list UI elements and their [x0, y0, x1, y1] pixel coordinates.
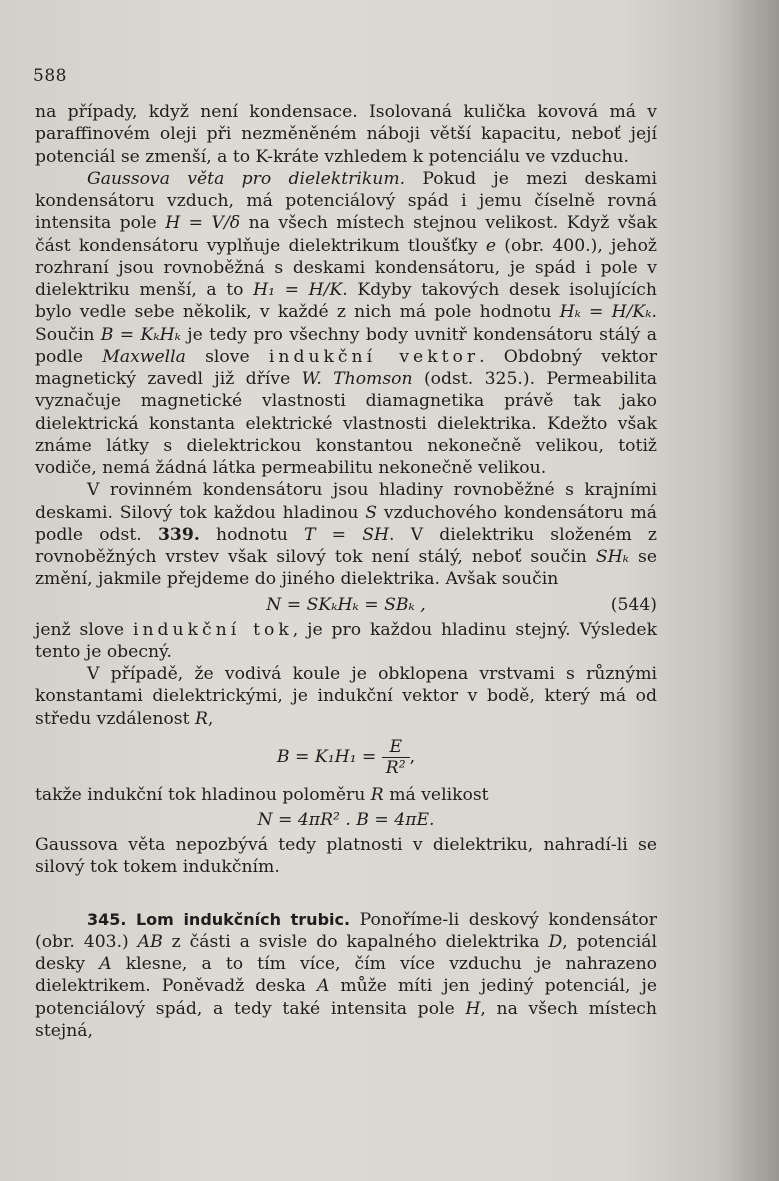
run: . Obdobný vektor magnetický zavedl již dříve	[35, 346, 657, 389]
run: . Kdyby takových desek isolujících bylo vedle sebe několik, v každé z nich má pole hodnotu	[35, 280, 657, 323]
run: z části a svisle do kapalného dielektrika	[162, 931, 549, 952]
paragraph-flux-size	[35, 784, 657, 806]
run: ,	[207, 708, 214, 729]
run: , na všech místech stejná,	[35, 998, 657, 1041]
run: , potenciál desky	[35, 931, 658, 974]
equation-flux	[35, 806, 657, 834]
run: na všech místech stejnou velikost. Když však část kondensátoru vyplňuje dielektrikum tloušťky	[35, 213, 657, 256]
equation-544	[35, 591, 657, 619]
formula: A	[316, 976, 330, 997]
paragraph-conclusion: Gaussova věta nepozbývá tedy platnosti v dielektriku, nahradí-li se silový tok tokem indukčním.	[35, 835, 657, 878]
formula: S	[365, 502, 378, 523]
paragraph-gauss	[35, 168, 657, 480]
run: hodnotu	[199, 524, 304, 545]
run: (obr. 400.), jehož rozhraní jsou rovnoběžná s deskami kondensátoru, je spád i pole v dielektriku menší, a to	[35, 235, 657, 300]
run: Pokud je mezi deskami kondensátoru vzduch, má potenciálový spád i jemu číselně rovná intensita pole	[35, 168, 658, 234]
equation-tail: ,	[409, 746, 416, 767]
name: Maxwella	[102, 346, 186, 367]
run: slove	[185, 346, 269, 367]
run: vzduchového kondensátoru má podle odst.	[35, 502, 657, 545]
formula: Hₖ = H/Kₖ	[559, 302, 652, 323]
formula: D	[548, 931, 563, 952]
formula: B = KₖHₖ	[100, 324, 181, 345]
formula: H	[465, 998, 481, 1019]
run: jenž slove	[35, 619, 133, 640]
formula: SHₖ	[595, 547, 629, 567]
run: , je pro každou hladinu stejný. Výsledek tento je obecný.	[35, 619, 657, 662]
formula: e	[485, 235, 497, 256]
paragraph-plane-capacitor	[35, 479, 657, 590]
fraction-numerator: E	[389, 736, 402, 757]
run: takže indukční tok hladinou poloměru	[35, 784, 371, 805]
run: V rovinném kondensátoru jsou hladiny rovnoběžné s krajními deskami. Silový tok každou hladinou	[35, 480, 657, 523]
run: může míti jen jediný potenciál, je potenciálový spád, a tedy také intensita pole	[35, 976, 657, 1019]
run: . Součin	[35, 302, 657, 345]
equation-expr: N = SKₖHₖ = SBₖ ,	[266, 594, 426, 615]
spaced-term: indukční tok	[132, 619, 293, 640]
fraction	[382, 737, 410, 778]
page-text	[35, 101, 657, 1042]
run: klesne, a to tím více, čím více vzduchu je nahrazeno dielektrikem. Poněvadž deska	[35, 954, 657, 997]
equation-expr: N = 4πR² . B = 4πE.	[257, 810, 435, 830]
section-gap	[35, 879, 657, 909]
run: má velikost	[383, 784, 489, 805]
formula: H = V/δ	[165, 213, 241, 234]
paragraph-1: na případy, když není kondensace. Isolovaná kulička kovová má v paraffinovém oleji při nezměněném náboji větší kapacitu, neboť její potenciál se zmenší, a to K-kráte vzhledem k potenciálu ve vzduchu.	[35, 102, 657, 167]
fraction-denominator: R²	[382, 757, 410, 778]
section-number: 345.	[87, 909, 127, 929]
formula: AB	[137, 931, 163, 952]
paragraph-sphere	[35, 663, 657, 730]
equation-b-field	[35, 730, 657, 784]
formula: R	[370, 784, 384, 805]
run: Ponoříme-li deskový kondensátor (obr. 403.)	[35, 909, 657, 952]
formula: R	[194, 708, 208, 729]
page-number: 588	[33, 66, 67, 86]
run: V případě, že vodivá koule je obklopena vrstvami s různými konstantami dielektrickými, je indukční vektor v bodě, který má od středu vzdálenost	[35, 664, 657, 729]
formula: A	[99, 954, 112, 974]
run: (odst. 325.). Permeabilita vyznačuje magnetické vlastnosti diamagnetika právě tak jako dielektrická konstanta elektrické vlastnosti dielektrika. Kdežto však známe látky s dielektrickou konstantou nekonečně velikou, totiž vodiče, nemá žádná látka permeabilitu nekonečně velikou.	[35, 369, 657, 478]
section-title: Lom indukčních trubic.	[135, 909, 351, 929]
run: se změní, jakmile přejdeme do jiného dielektrika. Avšak součin	[35, 547, 657, 590]
equation-number: (544)	[610, 594, 657, 615]
equation-expr: B = K₁H₁ =	[276, 746, 377, 767]
section-ref: 339.	[157, 524, 200, 545]
formula: H₁ = H/K	[253, 280, 343, 300]
page-spine-shadow	[719, 0, 779, 1181]
name: W. Thomson	[301, 369, 413, 389]
section-345	[35, 909, 657, 1043]
run-heading: Gaussova věta pro dielektrikum.	[87, 168, 406, 189]
run: je tedy pro všechny body uvnitř kondensátoru stálý a podle	[35, 324, 657, 367]
spaced-term: indukční vektor	[268, 346, 480, 367]
run: . V dielektriku složeném z rovnoběžných vrstev však silový tok není stálý, neboť součin	[35, 524, 657, 567]
paragraph-induction-flux	[35, 619, 657, 664]
formula: T = SH	[304, 524, 390, 545]
